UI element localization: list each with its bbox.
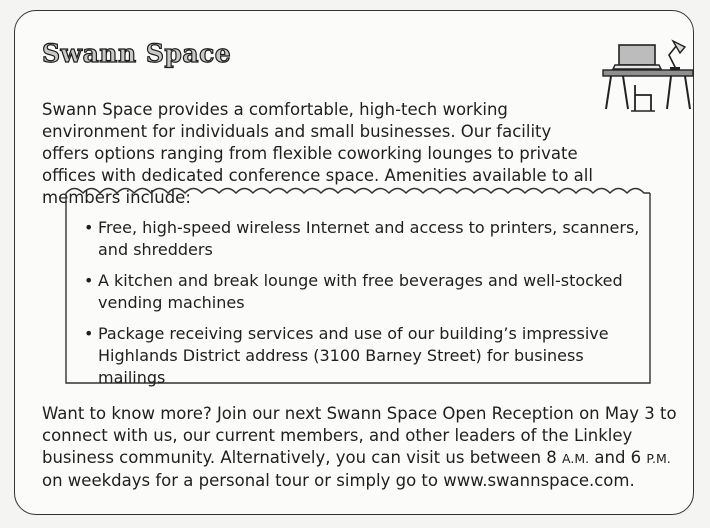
title: Swann Space (42, 39, 232, 68)
amenity-list (84, 217, 644, 398)
closing-text-3: on weekdays for a personal tour or simply go to www.swannspace.com. (42, 471, 635, 490)
amenity-item: • Package receiving services and use of our building’s impressive Highlands District address (3100 Barney Street) for business mailings (84, 323, 644, 389)
amenities-box (62, 169, 654, 387)
intro-paragraph: Swann Space provides a comfortable, high-tech working environment for individuals and small businesses. Our facility offers options ranging from flexible coworking lounges to private offices with dedicated conference space. Amenities available to all members include: (42, 100, 593, 207)
amenity-item: • A kitchen and break lounge with free beverages and well-stocked vending machines (84, 270, 644, 314)
am-label: A.M. (562, 451, 590, 466)
closing-paragraph (42, 403, 692, 492)
closing-text-1: Want to know more? Join our next Swann Space Open Reception on May 3 to connect with us, our current members, and other leaders of the Linkley business community. Alternatively, you can visit us between 8 (42, 404, 677, 467)
swann-space-card (14, 10, 694, 515)
amenity-item: • Free, high-speed wireless Internet and access to printers, scanners, and shredders (84, 217, 644, 261)
pm-label: P.M. (646, 451, 671, 466)
desk-with-laptop-and-lamp-icon (601, 37, 697, 117)
closing-text-2: and 6 (589, 448, 647, 467)
